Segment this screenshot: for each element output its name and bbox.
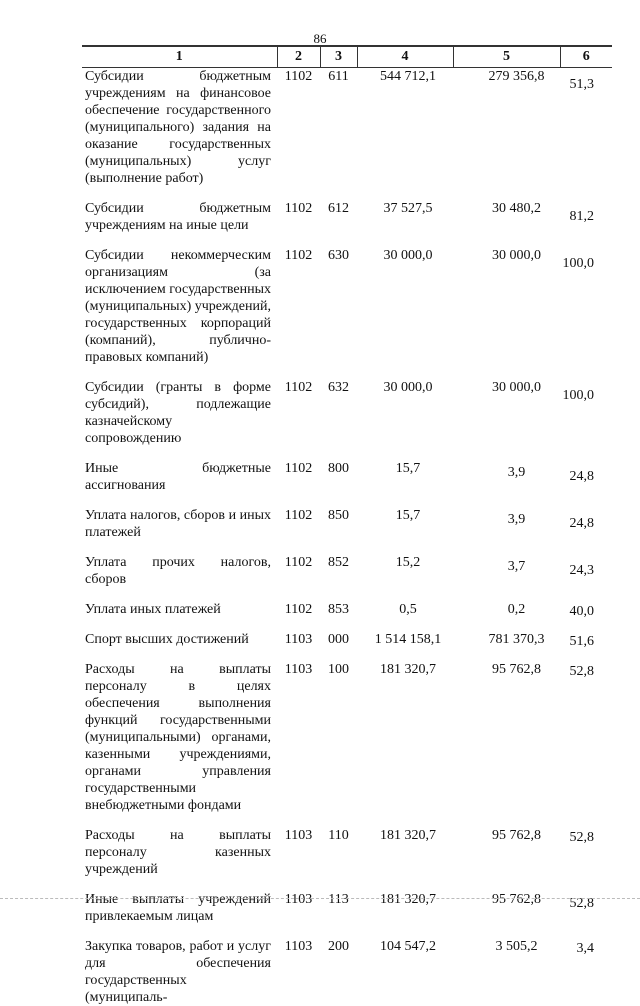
- approved-amount: 37 527,5: [383, 201, 433, 216]
- row-name: Уплата налогов, сборов и иных платежей: [85, 508, 271, 540]
- execution-percent: 51,3: [569, 77, 594, 92]
- section-code: 1103: [284, 828, 313, 843]
- approved-amount: 15,2: [395, 555, 421, 570]
- section-code: 1102: [284, 555, 313, 570]
- approved-amount: 0,5: [399, 602, 417, 617]
- table-row: [82, 661, 612, 827]
- section-code: 1102: [284, 602, 313, 617]
- approved-amount: 1 514 158,1: [374, 632, 442, 647]
- executed-amount: 95 762,8: [492, 828, 541, 843]
- executed-amount: 0,2: [507, 602, 526, 617]
- row-name: Субсидии (гранты в форме субсидий), подлежащие казначейскому сопровождению: [85, 380, 271, 446]
- section-code: 1103: [284, 892, 313, 907]
- page-number: 86: [313, 31, 327, 46]
- executed-amount: 30 000,0: [492, 380, 541, 395]
- col-header-6: 6: [560, 47, 612, 68]
- approved-amount: 104 547,2: [380, 939, 436, 954]
- header-row: [82, 47, 612, 68]
- expense-type: 611: [328, 69, 349, 84]
- section-code: 1103: [284, 632, 313, 647]
- table-row: [82, 827, 612, 891]
- execution-percent: 100,0: [562, 256, 594, 271]
- expense-type: 110: [328, 828, 349, 843]
- executed-amount: 30 000,0: [492, 248, 541, 263]
- section-code: 1102: [284, 461, 313, 476]
- execution-percent: 52,8: [569, 664, 594, 679]
- table-row: [82, 68, 612, 201]
- expense-type: 113: [328, 892, 349, 907]
- row-name: Уплата прочих налогов, сборов: [85, 555, 271, 587]
- executed-amount: 3,9: [507, 465, 526, 480]
- execution-percent: 52,8: [569, 896, 594, 911]
- execution-percent: 40,0: [569, 604, 594, 619]
- section-code: 1103: [284, 662, 313, 677]
- executed-amount: 3,7: [507, 559, 526, 574]
- row-name: Закупка товаров, работ и услуг для обеспечения государственных (муниципаль-: [85, 939, 271, 1005]
- table-row: [82, 200, 612, 247]
- row-name: Уплата иных платежей: [85, 602, 221, 617]
- expense-type: 632: [328, 380, 349, 395]
- row-name: Иные бюджетные ассигнования: [85, 461, 271, 493]
- executed-amount: 95 762,8: [492, 662, 541, 677]
- approved-amount: 30 000,0: [383, 380, 433, 395]
- row-name: Иные выплаты учреждений привлекаемым лицам: [85, 892, 271, 924]
- expense-type: 612: [328, 201, 349, 216]
- execution-percent: 24,8: [569, 469, 594, 484]
- execution-percent: 52,8: [569, 830, 594, 845]
- section-code: 1103: [284, 939, 313, 954]
- scan-edge-rule: [0, 898, 640, 899]
- row-name: Субсидии бюджетным учреждениям на иные цели: [85, 201, 271, 233]
- budget-table: [82, 46, 612, 1006]
- table-row: [82, 247, 612, 379]
- executed-amount: 781 370,3: [488, 632, 545, 647]
- section-code: 1102: [284, 380, 313, 395]
- approved-amount: 15,7: [395, 461, 421, 476]
- expense-type: 853: [328, 602, 349, 617]
- executed-amount: 3 505,2: [495, 939, 538, 954]
- table-row: [82, 601, 612, 631]
- expense-type: 100: [328, 662, 349, 677]
- section-code: 1102: [284, 508, 313, 523]
- table-row: [82, 554, 612, 601]
- row-name: Спорт высших достижений: [85, 632, 249, 647]
- row-name: Субсидии бюджетным учреждениям на финансовое обеспечение государственного (муниципального) задания на оказание государственных (муниципальных) услуг (выполнение работ): [85, 69, 271, 186]
- table-row: [82, 379, 612, 460]
- table-row: [82, 507, 612, 554]
- section-code: 1102: [284, 201, 313, 216]
- approved-amount: 181 320,7: [380, 828, 436, 843]
- section-code: 1102: [284, 248, 313, 263]
- table-row: [82, 938, 612, 1006]
- expense-type: 852: [328, 555, 349, 570]
- executed-amount: 95 762,8: [492, 892, 541, 907]
- expense-type: 630: [328, 248, 349, 263]
- approved-amount: 15,7: [395, 508, 421, 523]
- execution-percent: 24,3: [569, 563, 594, 578]
- approved-amount: 181 320,7: [380, 662, 436, 677]
- approved-amount: 181 320,7: [380, 892, 436, 907]
- table-row: [82, 460, 612, 507]
- col-header-2: 2: [277, 47, 320, 68]
- expense-type: 200: [328, 939, 349, 954]
- execution-percent: 100,0: [562, 388, 594, 403]
- executed-amount: 30 480,2: [492, 201, 541, 216]
- table-row: [82, 631, 612, 661]
- executed-amount: 279 356,8: [488, 69, 545, 84]
- row-name: Субсидии некоммерческим организациям (за исключением государственных (муниципальных) учреждений, государственных корпораций (компаний), публично-правовых компаний): [85, 248, 271, 365]
- executed-amount: 3,9: [507, 512, 526, 527]
- section-code: 1102: [284, 69, 313, 84]
- execution-percent: 24,8: [569, 516, 594, 531]
- col-header-1: 1: [82, 47, 277, 68]
- col-header-4: 4: [357, 47, 453, 68]
- approved-amount: 544 712,1: [380, 69, 436, 84]
- execution-percent: 81,2: [569, 209, 594, 224]
- col-header-3: 3: [320, 47, 357, 68]
- execution-percent: 51,6: [569, 634, 594, 649]
- row-name: Расходы на выплаты персоналу в целях обеспечения выполнения функций государственными (муниципальными) органами, казенными учреждениями, органами управления государственными внебюджетными фондами: [85, 662, 271, 813]
- row-name: Расходы на выплаты персоналу казенных учреждений: [85, 828, 271, 877]
- col-header-5: 5: [453, 47, 560, 68]
- expense-type: 850: [328, 508, 349, 523]
- expense-type: 000: [328, 632, 349, 647]
- approved-amount: 30 000,0: [383, 248, 433, 263]
- execution-percent: 3,4: [576, 941, 594, 956]
- expense-type: 800: [328, 461, 349, 476]
